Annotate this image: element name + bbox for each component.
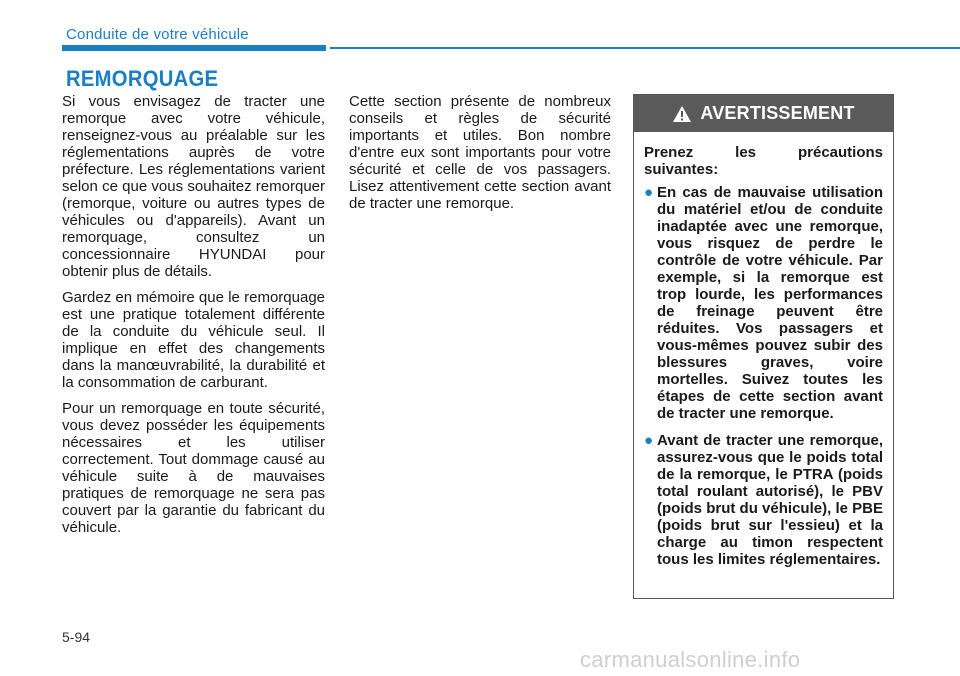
list-item — [644, 184, 883, 422]
header-rule-thin — [330, 47, 960, 49]
paragraph: Si vous envisagez de tracter une remorque avec votre véhicule, renseignez-vous au préalable sur les réglementations auprès de votre préfecture. Les réglementations varient selon ce que vous souhaitez remorquer (remorque, voiture ou autres types de véhicules ou d'appareils). Avant un remorquage, consultez un concessionnaire HYUNDAI pour obtenir plus de détails. — [62, 93, 325, 280]
text-column-2 — [349, 93, 611, 221]
bullet-icon: ● — [644, 184, 654, 201]
header-rule-thick — [62, 45, 326, 51]
warning-header — [634, 95, 893, 132]
warning-list — [644, 184, 883, 568]
list-item — [644, 432, 883, 568]
paragraph: Pour un remorquage en toute sécurité, vous devez posséder les équipements nécessaires et les utiliser correctement. Tout dommage causé au véhicule suite à de mauvaises pratiques de remorquage ne sera pas couvert par la garantie du fabricant du véhicule. — [62, 400, 325, 536]
bullet-icon: ● — [644, 432, 654, 449]
watermark: carmanualsonline.info — [580, 647, 801, 672]
warning-box — [633, 94, 894, 599]
paragraph: Cette section présente de nombreux conseils et règles de sécurité importants et utiles. Bon nombre d'entre eux sont importants pour votre sécurité et celle de vos passagers. Lisez attentivement cette section avant de tracter une remorque. — [349, 93, 611, 212]
warning-bullet-text: Avant de tracter une remorque, assurez-vous que le poids total de la remorque, le PTRA (poids total roulant autorisé), le PBV (poids brut du véhicule), le PBE (poids brut sur l'essieu) et la charge au timon respectent tous les limites réglementaires. — [657, 432, 883, 568]
warning-bullet-text: En cas de mauvaise utilisation du matériel et/ou de conduite inadaptée avec une remorque, vous risquez de perdre le contrôle de votre véhicule. Par exemple, si la remorque est trop lourde, les performances de freinage peuvent être réduites. Vos passagers et vous-mêmes pouvez subir des blessures graves, voire mortelles. Suivez toutes les étapes de cette section avant de tracter une remorque. — [657, 184, 883, 422]
warning-body — [634, 132, 893, 568]
warning-triangle-icon — [672, 105, 692, 123]
page-heading: REMORQUAGE — [66, 66, 219, 91]
section-title: Conduite de votre véhicule — [66, 26, 249, 43]
text-column-1 — [62, 93, 325, 545]
paragraph: Gardez en mémoire que le remorquage est une pratique totalement différente de la conduite du véhicule seul. Il implique en effet des changements dans la manœuvrabilité, la durabilité et la consommation de carburant. — [62, 289, 325, 391]
warning-title: AVERTISSEMENT — [700, 103, 855, 123]
page-number: 5-94 — [62, 629, 91, 645]
warning-lead: Prenez les précautions suivantes: — [644, 144, 883, 178]
